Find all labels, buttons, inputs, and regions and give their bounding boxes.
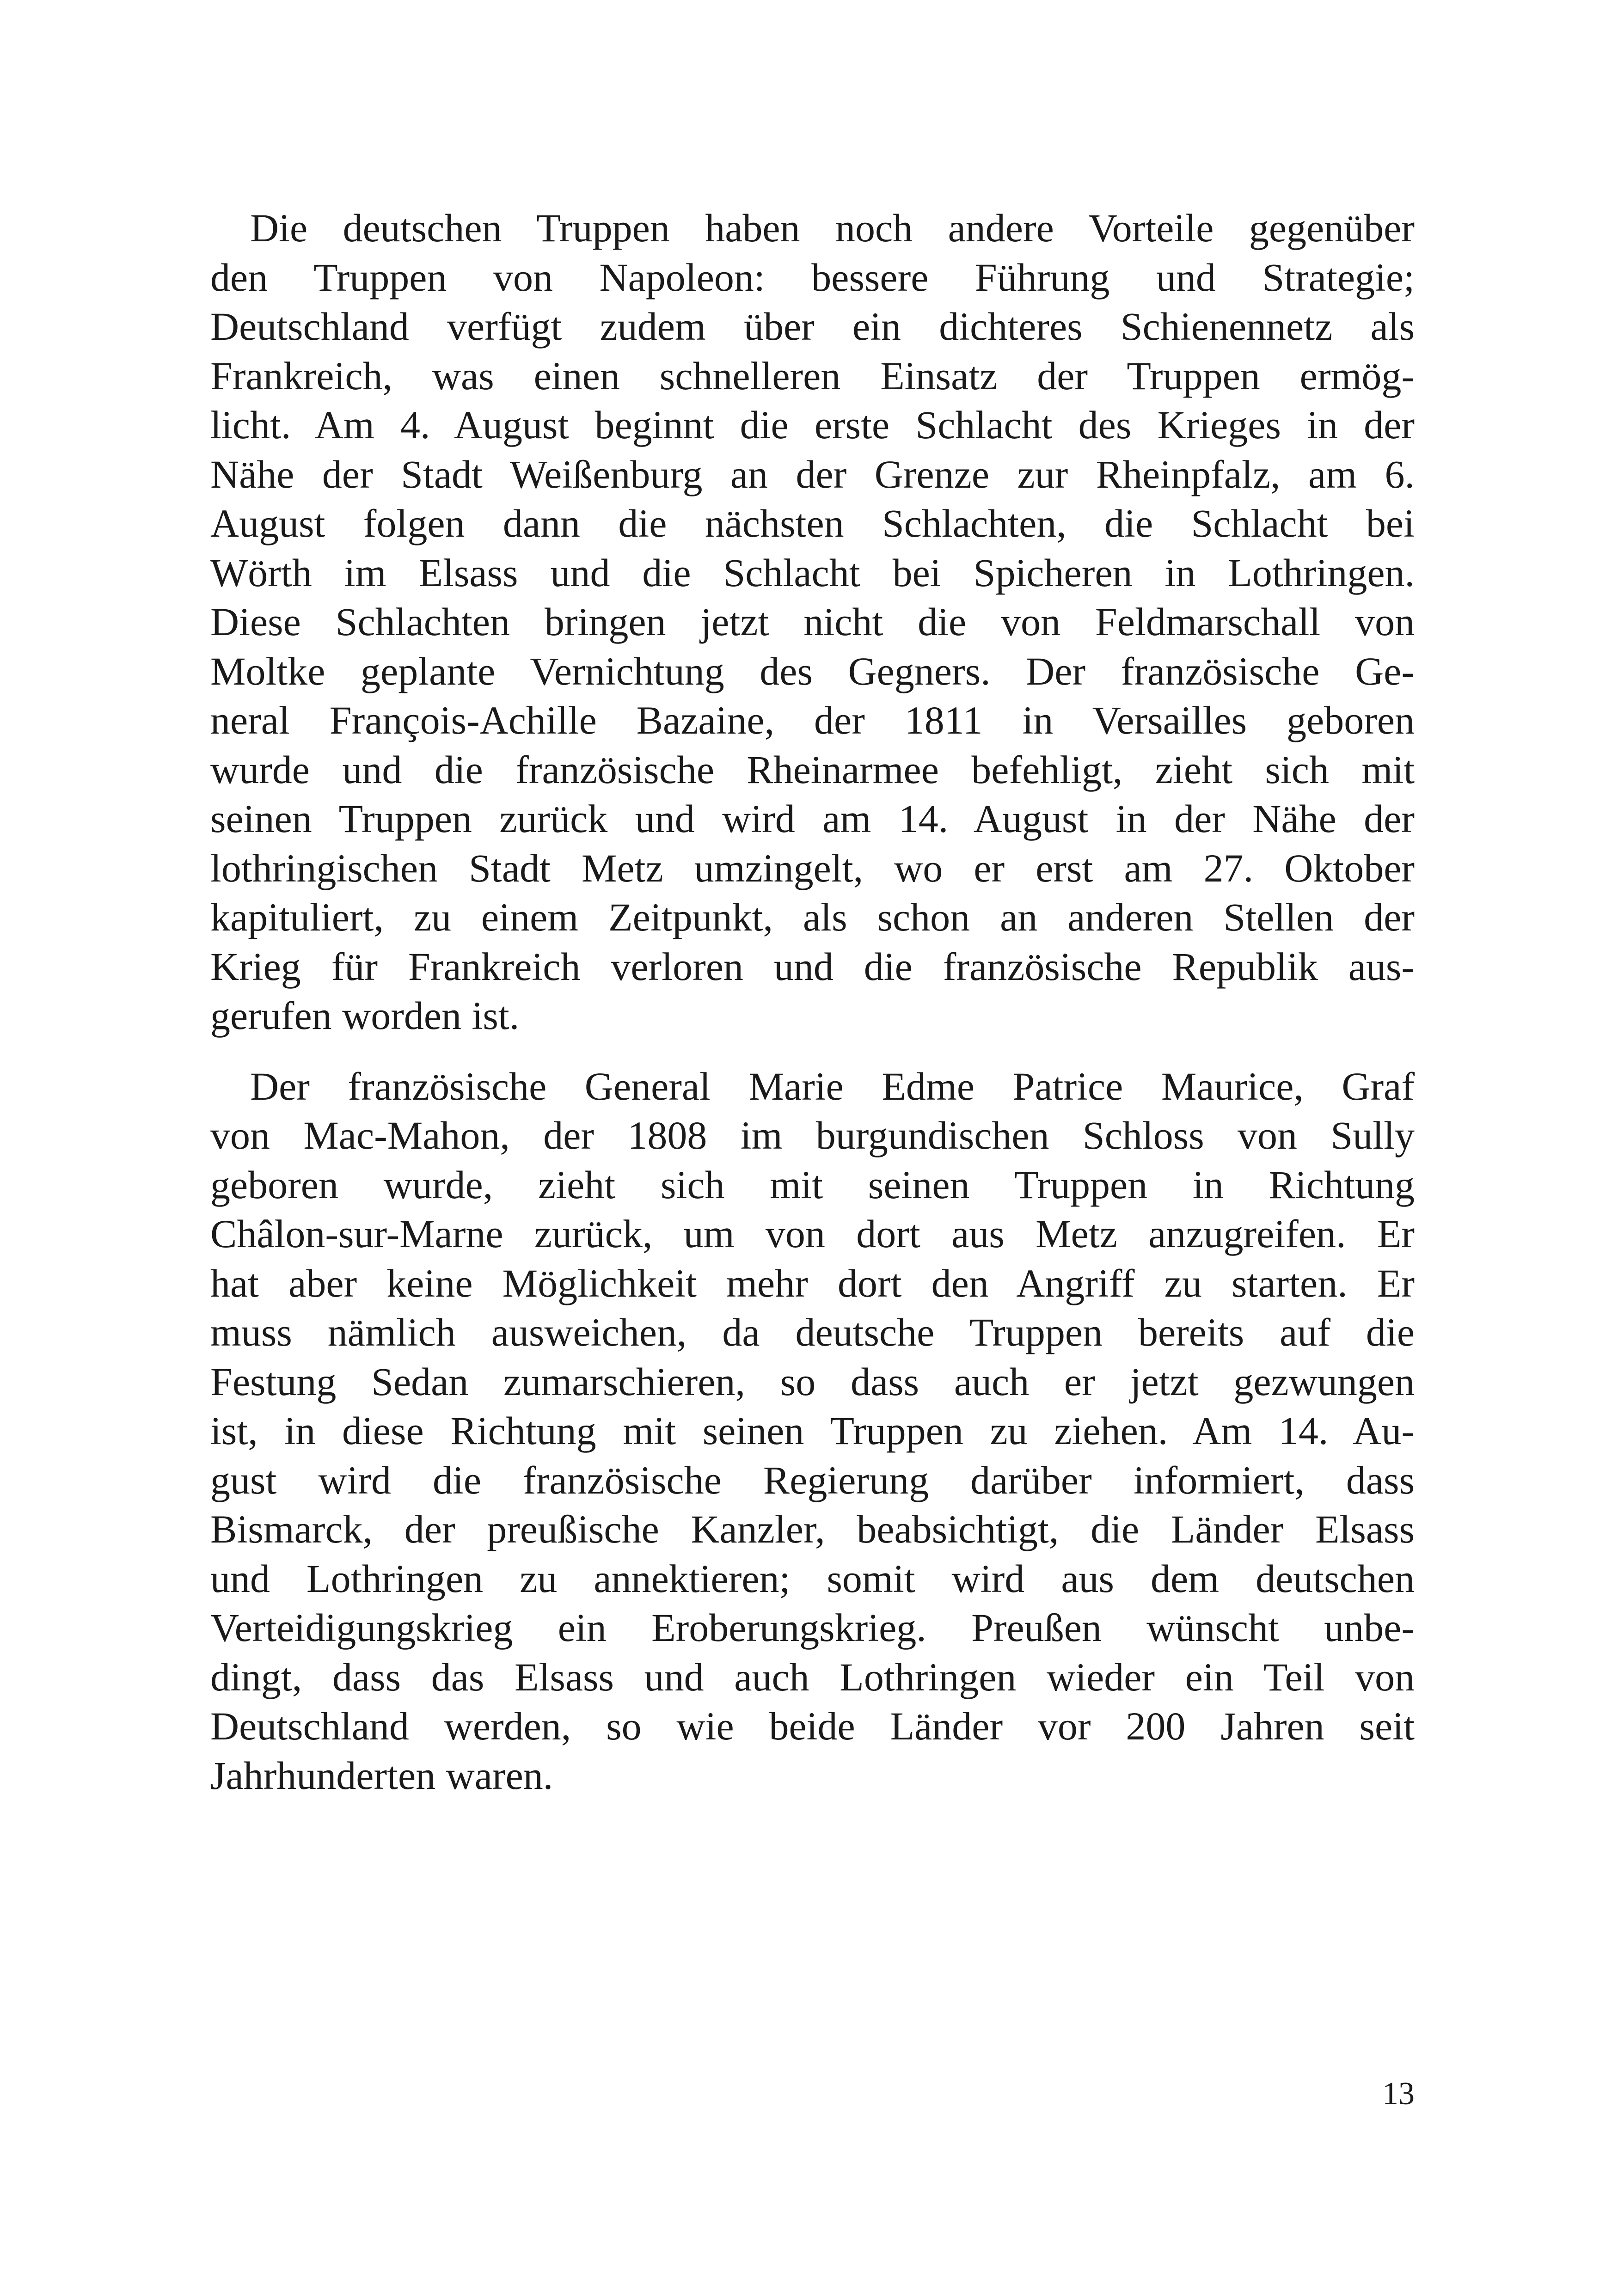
text-line: ist, in diese Richtung mit seinen Truppen zu ziehen. Am 14. Au- (210, 1408, 1415, 1453)
paragraph-2 (210, 1062, 1415, 1800)
text-line: Krieg für Frankreich verloren und die französische Republik aus- (210, 944, 1415, 989)
text-line: wurde und die französische Rheinarmee befehligt, zieht sich mit (210, 747, 1415, 792)
text-line: von Mac-Mahon, der 1808 im burgundischen Schloss von Sully (210, 1113, 1415, 1157)
text-line: Deutschland werden, so wie beide Länder vor 200 Jahren seit (210, 1704, 1415, 1748)
text-line: Nähe der Stadt Weißenburg an der Grenze zur Rheinpfalz, am 6. (210, 452, 1415, 496)
text-line: muss nämlich ausweichen, da deutsche Truppen bereits auf die (210, 1310, 1415, 1354)
text-line: gust wird die französische Regierung darüber informiert, dass (210, 1457, 1415, 1502)
text-line: Bismarck, der preußische Kanzler, beabsichtigt, die Länder Elsass (210, 1507, 1415, 1551)
page-number: 13 (1382, 2076, 1415, 2112)
text-line: dingt, dass das Elsass und auch Lothringen wieder ein Teil von (210, 1654, 1415, 1699)
text-line: kapituliert, zu einem Zeitpunkt, als schon an anderen Stellen der (210, 895, 1415, 939)
text-line: und Lothringen zu annektieren; somit wird aus dem deutschen (210, 1556, 1415, 1601)
text-line: Festung Sedan zumarschieren, so dass auch er jetzt gezwungen (210, 1359, 1415, 1404)
paragraph-1 (210, 203, 1415, 1041)
text-line: Deutschland verfügt zudem über ein dichteres Schienennetz als (210, 304, 1415, 349)
text-line: Frankreich, was einen schnelleren Einsatz der Truppen ermög- (210, 353, 1415, 398)
text-line: seinen Truppen zurück und wird am 14. August in der Nähe der (210, 796, 1415, 841)
text-line: Verteidigungskrieg ein Eroberungskrieg. Preußen wünscht unbe- (210, 1605, 1415, 1650)
text-line: den Truppen von Napoleon: bessere Führung und Strategie; (210, 255, 1415, 300)
text-line: licht. Am 4. August beginnt die erste Schlacht des Krieges in der (210, 403, 1415, 447)
text-line: Moltke geplante Vernichtung des Gegners. Der französische Ge- (210, 649, 1415, 693)
text-line: Jahrhunderten waren. (210, 1753, 553, 1798)
text-line: Châlon-sur-Marne zurück, um von dort aus Metz anzugreifen. Er (210, 1212, 1415, 1256)
text-line: hat aber keine Möglichkeit mehr dort den Angriff zu starten. Er (210, 1261, 1415, 1305)
text-line: Der französische General Marie Edme Patrice Maurice, Graf (250, 1064, 1415, 1108)
text-line: Diese Schlachten bringen jetzt nicht die von Feldmarschall von (210, 600, 1415, 644)
text-line: gerufen worden ist. (210, 993, 520, 1038)
text-line: Wörth im Elsass und die Schlacht bei Spicheren in Lothringen. (210, 550, 1415, 595)
text-line: geboren wurde, zieht sich mit seinen Truppen in Richtung (210, 1162, 1415, 1207)
text-line: neral François-Achille Bazaine, der 1811 in Versailles geboren (210, 698, 1415, 742)
text-line: August folgen dann die nächsten Schlachten, die Schlacht bei (210, 501, 1415, 545)
text-line: lothringischen Stadt Metz umzingelt, wo er erst am 27. Oktober (210, 845, 1415, 890)
text-line: Die deutschen Truppen haben noch andere Vorteile gegenüber (250, 206, 1415, 250)
body-text (210, 203, 1415, 1800)
